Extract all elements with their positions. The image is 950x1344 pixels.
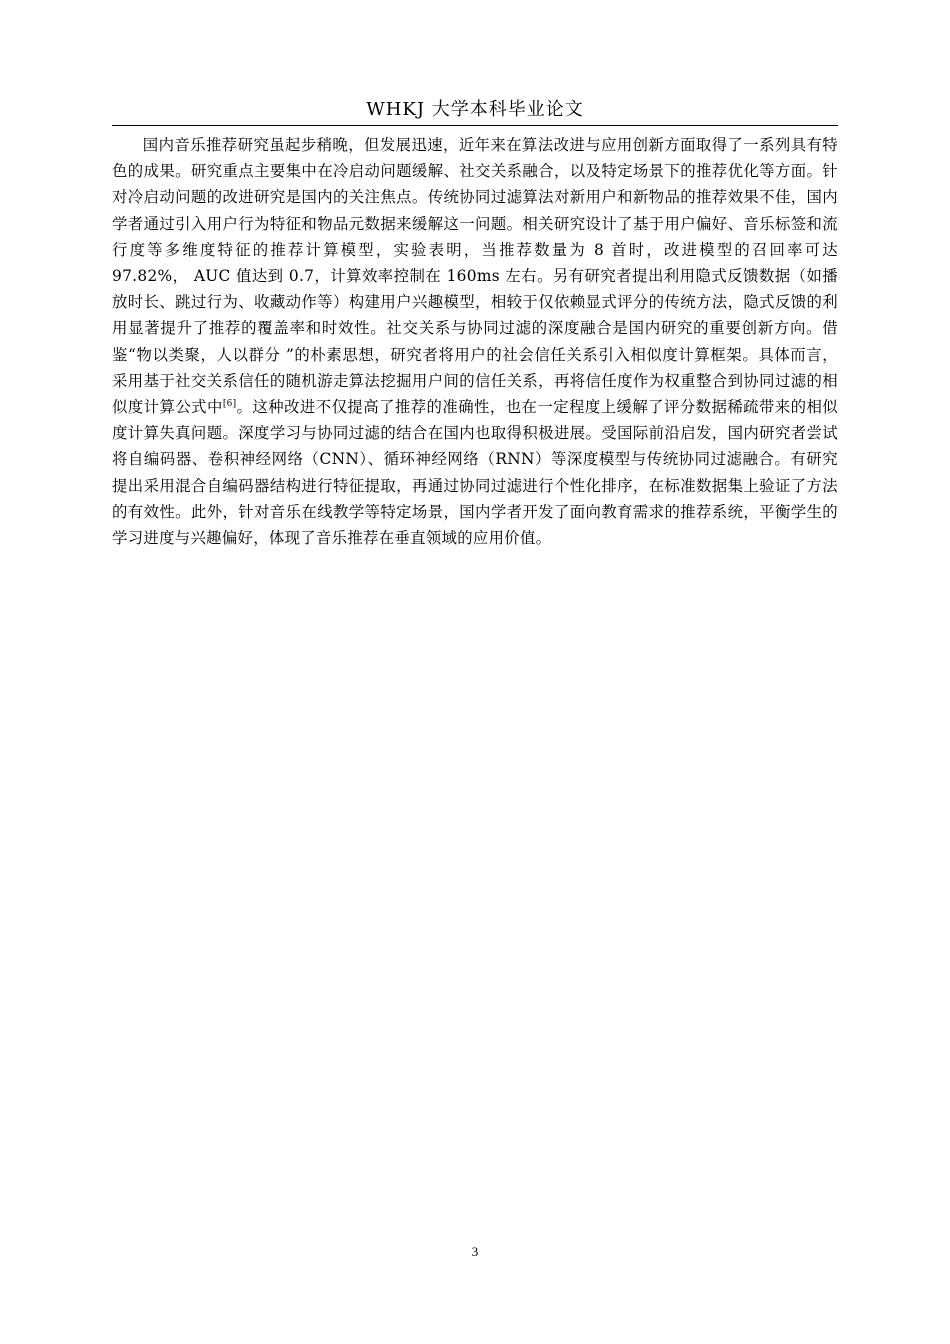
page-header: WHKJ 大学本科毕业论文 [366, 99, 584, 120]
body-paragraph [112, 132, 838, 551]
paragraph-text-part1: 国内音乐推荐研究虽起步稍晚，但发展迅速，近年来在算法改进与应用创新方面取得了一系列具有特色的成果。研究重点主要集中在冷启动问题缓解、社交关系融合，以及特定场景下的推荐优化等方面。针对冷启动问题的改进研究是国内的关注焦点。传统协同过滤算法对新用户和新物品的推荐效果不佳，国内学者通过引入用户行为特征和物品元数据来缓解这一问题。相关研究设计了基于用户偏好、音乐标签和流行度等多维度特征的推荐计算模型，实验表明，当推荐数量为 8 首时，改进模型的召回率可达 97.82%， AUC 值达到 0.7，计算效率控制在 160ms 左右。另有研究者提出利用隐式反馈数据（如播放时长、跳过行为、收藏动作等）构建用户兴趣模型，相较于仅依赖显式评分的传统方法，隐式反馈的利用显著提升了推荐的覆盖率和时效性。社交关系与协同过滤的深度融合是国内研究的重要创新方向。借鉴“物以类聚，人以群分 ”的朴素思想，研究者将用户的社会信任关系引入相似度计算框架。具体而言，采用基于社交关系信任的随机游走算法挖掘用户间的信任关系，再将信任度作为权重整合到协同过滤的相似度计算公式中 [112, 136, 838, 417]
citation-marker: [6] [222, 398, 237, 409]
header-divider [112, 125, 838, 126]
paragraph-text-part2: 。这种改进不仅提高了推荐的准确性，也在一定程度上缓解了评分数据稀疏带来的相似度计算失真问题。深度学习与协同过滤的结合在国内也取得积极进展。受国际前沿启发，国内研究者尝试将自编码器、卷积神经网络（CNN）、循环神经网络（RNN）等深度模型与传统协同过滤融合。有研究提出采用混合自编码器结构进行特征提取，再通过协同过滤进行个性化排序，在标准数据集上验证了方法的有效性。此外，针对音乐在线教学等特定场景，国内学者开发了面向教育需求的推荐系统，平衡学生的学习进度与兴趣偏好，体现了音乐推荐在垂直领域的应用价值。 [112, 398, 838, 548]
page-number: 3 [471, 1244, 479, 1259]
